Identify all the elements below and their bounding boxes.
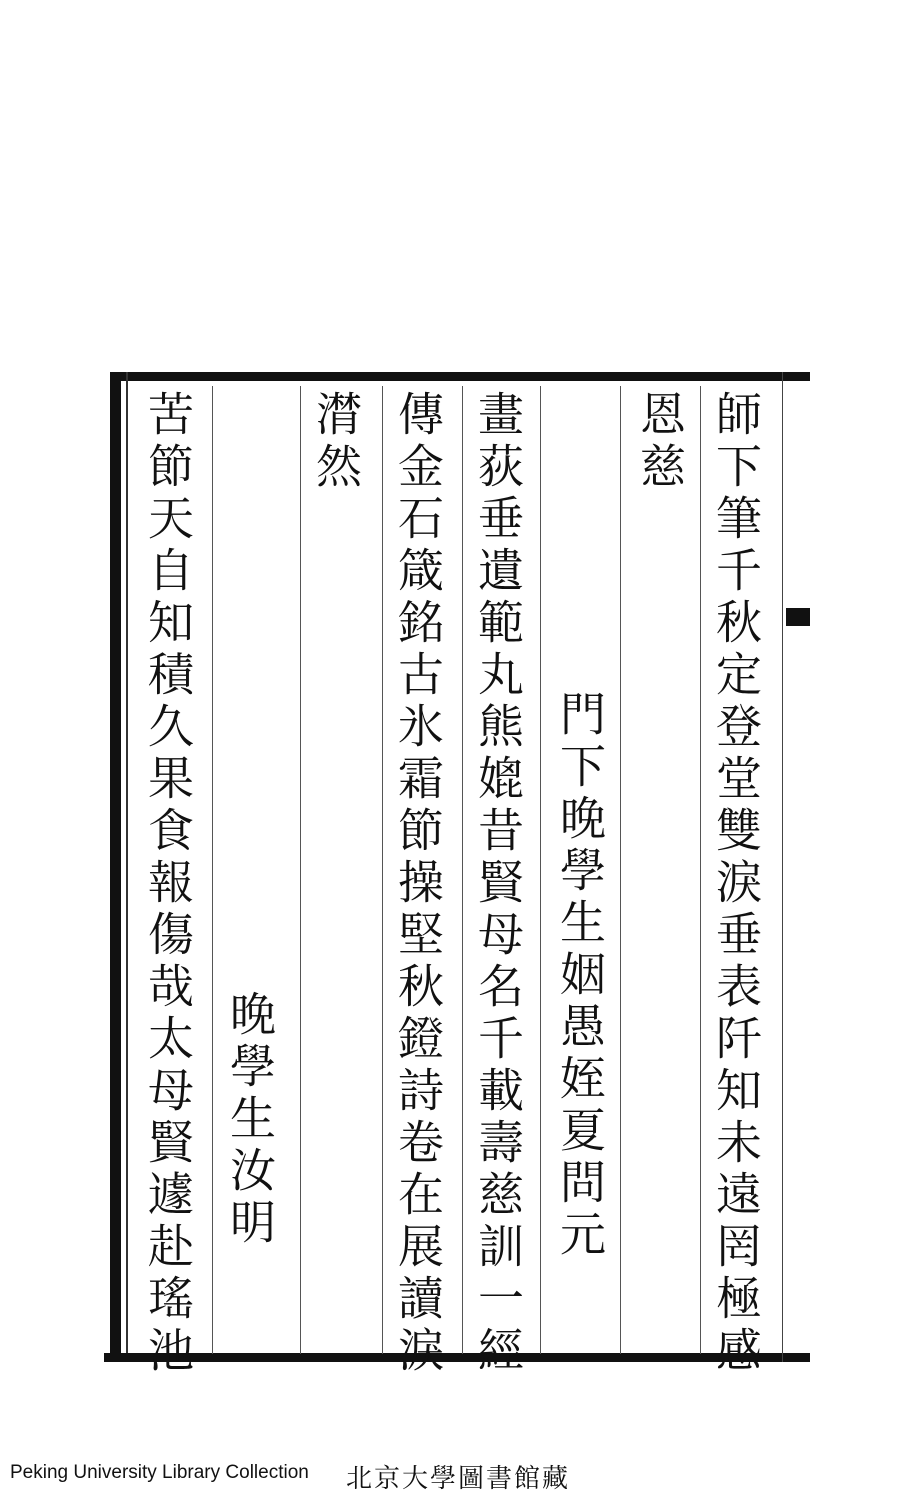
column-rule bbox=[300, 386, 301, 1354]
text-column-5: 傳金石箴銘古氷霜節操堅秋鐙詩卷在展讀淚 bbox=[391, 390, 445, 1378]
column-rule bbox=[540, 386, 541, 1354]
collection-label-chinese: 北京大學圖書館藏 bbox=[346, 1464, 571, 1494]
text-column-6: 潸然 bbox=[309, 390, 363, 494]
text-column-3: 門下晚學生姻愚姪夏問元 bbox=[553, 690, 607, 1262]
text-column-7: 晚學生汝明 bbox=[223, 990, 277, 1250]
text-column-8: 苦節天自知積久果食報傷哉太母賢遽赴瑤池 bbox=[141, 390, 195, 1378]
column-rule bbox=[382, 386, 383, 1354]
collection-label-english: Peking University Library Collection bbox=[10, 1462, 309, 1483]
frame-right-rule bbox=[782, 372, 783, 1362]
column-rule bbox=[700, 386, 701, 1354]
text-column-2: 恩慈 bbox=[633, 390, 687, 494]
frame-left-border bbox=[110, 372, 121, 1362]
frame-top-border bbox=[110, 372, 810, 381]
text-column-1: 師下筆千秋定登堂雙淚垂表阡知未遠罔極感 bbox=[709, 390, 763, 1378]
column-rule bbox=[462, 386, 463, 1354]
column-rule bbox=[620, 386, 621, 1354]
column-rule bbox=[212, 386, 213, 1354]
fold-mark bbox=[786, 608, 810, 626]
text-column-4: 畫荻垂遺範丸熊媲昔賢母名千載壽慈訓一經 bbox=[471, 390, 525, 1378]
frame-inner-rule bbox=[126, 372, 128, 1362]
frame-bottom-border bbox=[104, 1353, 810, 1362]
